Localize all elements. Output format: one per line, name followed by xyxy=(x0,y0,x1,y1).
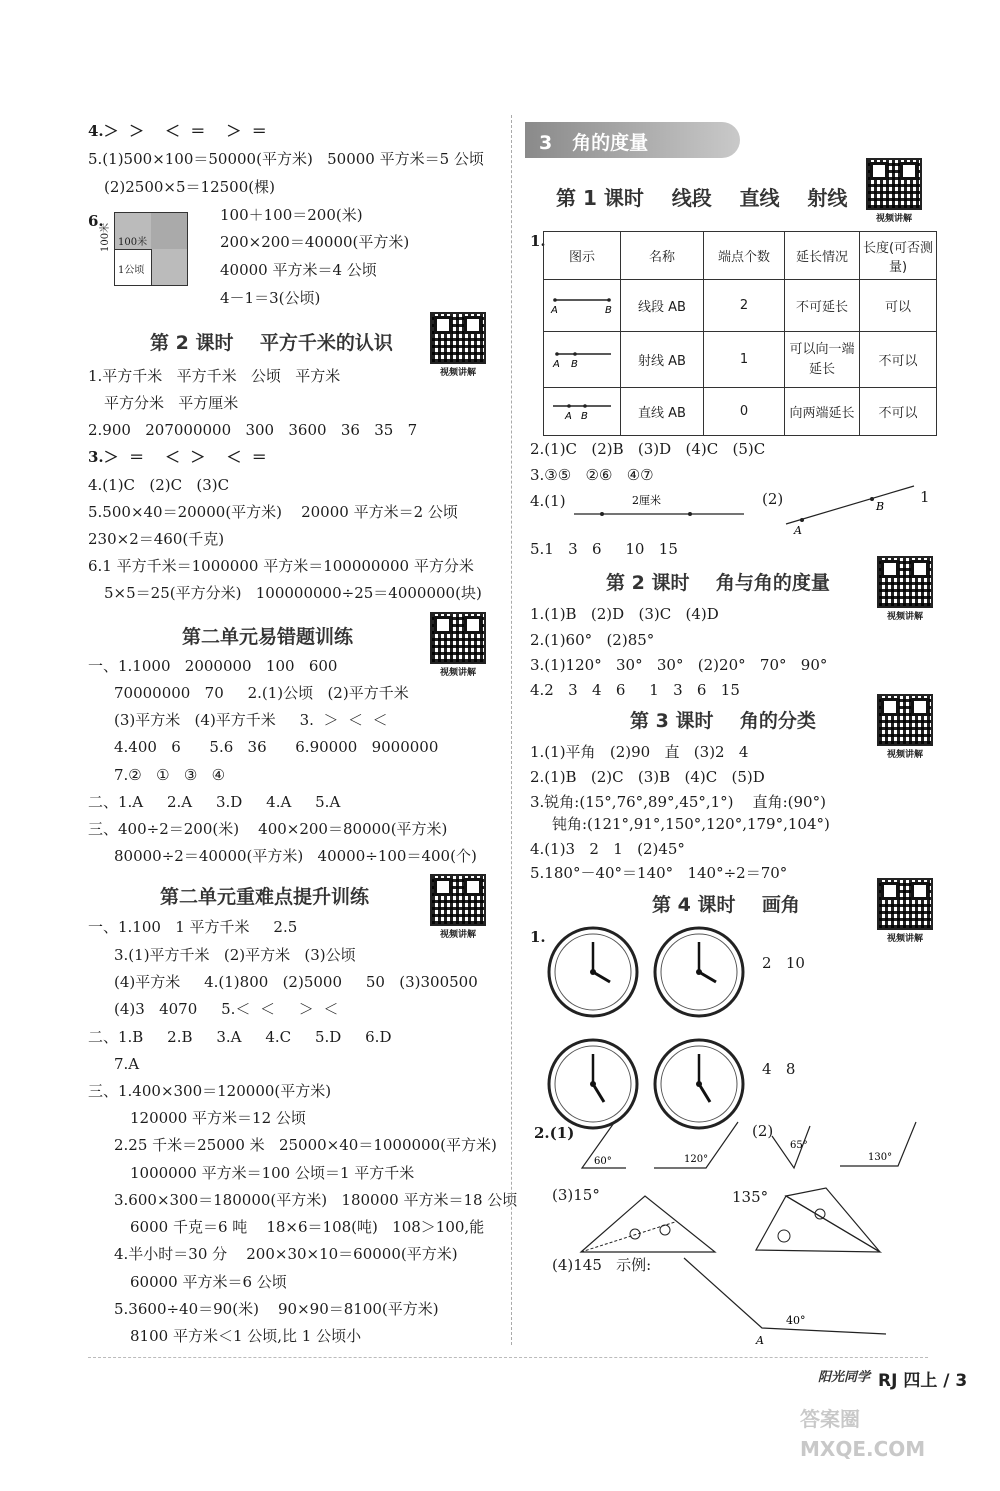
r-c1: 1.(1)平角 (2)90 直 (3)2 4 xyxy=(530,743,749,761)
qr-caption: 视频讲解 xyxy=(875,214,912,224)
th-diagram: 图示 xyxy=(544,232,621,280)
r-c3b: 钝角:(121°,91°,150°,120°,179°,104°) xyxy=(552,815,830,833)
angle-label: 120° xyxy=(684,1154,709,1165)
cell-extension: 不可延长 xyxy=(785,280,860,332)
qr-code-icon xyxy=(430,874,486,926)
heading-lesson1-lines: 第 1 课时 线段 直线 射线 xyxy=(556,186,848,210)
chapter-banner xyxy=(525,122,740,158)
r-b1: 1.(1)B (2)D (3)C (4)D xyxy=(530,605,719,623)
qr-code-video[interactable] xyxy=(877,694,933,760)
r-d2-4: 135° xyxy=(732,1188,769,1206)
cell-length: 不可以 xyxy=(860,388,937,436)
cell-endpoints: 0 xyxy=(704,388,785,436)
cell-name: 线段 AB xyxy=(621,280,704,332)
r-b3: 3.(1)120° 30° 30° (2)20° 70° 90° xyxy=(530,656,828,674)
clock-icon xyxy=(549,1040,637,1128)
angle-label: 65° xyxy=(790,1140,808,1151)
r-q4-1: 4.(1) xyxy=(530,492,566,510)
diagram-segment xyxy=(544,280,621,332)
l-f3b: 120000 平方米＝12 公顷 xyxy=(130,1109,306,1127)
heading-lesson2-angles: 第 2 课时 角与角的度量 xyxy=(606,572,830,594)
th-extension: 延长情况 xyxy=(785,232,860,280)
l-f1c: (4)平方米 4.(1)800 (2)5000 50 (3)300500 xyxy=(114,973,478,991)
l-q4: 4.＞ ＞ ＜ ＝ ＞ ＝ xyxy=(88,122,267,140)
line-types-table xyxy=(543,231,937,436)
pt-b: B xyxy=(876,500,885,513)
l-q6-4: 4－1＝3(公顷) xyxy=(220,289,321,307)
r-c2: 2.(1)B (2)C (3)B (4)C (5)D xyxy=(530,768,765,786)
angle-diagrams xyxy=(570,1118,930,1178)
r-q4-3: 1 xyxy=(920,488,930,506)
qr-code-video[interactable] xyxy=(877,556,933,622)
qr-code-icon xyxy=(430,612,486,664)
l-f2b: 7.A xyxy=(114,1055,140,1073)
qr-caption: 视频讲解 xyxy=(886,612,923,622)
r-q3: 3.③⑤ ②⑥ ④⑦ xyxy=(530,466,654,484)
cell-name: 射线 AB xyxy=(621,332,704,388)
l-a1b: 平方分米 平方厘米 xyxy=(104,394,239,412)
l-a6: 6.1 平方千米＝1000000 平方米＝100000000 平方分米 xyxy=(88,557,474,575)
diagram-ray xyxy=(544,332,621,388)
l-f3: 三、1.400×300＝120000(平方米) xyxy=(88,1082,332,1100)
qr-code-video[interactable] xyxy=(866,158,922,224)
qr-code-video[interactable] xyxy=(430,874,486,940)
r-d1: 1. xyxy=(530,928,546,946)
l-f3h: 60000 平方米＝6 公顷 xyxy=(130,1273,287,1291)
l-a5: 5.500×40＝20000(平方米) 20000 平方米＝2 公顷 xyxy=(88,503,458,521)
r-q5: 5.1 3 6 10 15 xyxy=(530,540,678,558)
angle-label: 40° xyxy=(786,1314,806,1327)
r-q2: 2.(1)C (2)B (3)D (4)C (5)C xyxy=(530,440,766,458)
r-d1-b: 4 8 xyxy=(762,1060,796,1078)
cell-length: 不可以 xyxy=(860,332,937,388)
cell-length: 可以 xyxy=(860,280,937,332)
r-d2-2: (2) xyxy=(752,1122,774,1140)
r-b4: 4.2 3 4 6 1 3 6 15 xyxy=(530,681,740,699)
cell-extension: 可以向一端延长 xyxy=(785,332,860,388)
triangle-ruler-15 xyxy=(575,1192,725,1258)
pt-a: A xyxy=(553,358,560,370)
l-f3j: 8100 平方米＜1 公顷,比 1 公顷小 xyxy=(130,1327,362,1345)
footer-rule xyxy=(88,1357,928,1358)
l-e3b: 80000÷2＝40000(平方米) 40000÷100＝400(个) xyxy=(114,847,477,865)
l-a3: 3.＞ ＝ ＜ ＞ ＜ ＝ xyxy=(88,448,267,466)
pt-a: A xyxy=(551,304,558,316)
l-q5-2: (2)2500×5＝12500(棵) xyxy=(104,178,275,196)
l-a5b: 230×2＝460(千克) xyxy=(88,530,225,548)
l-f1b: 3.(1)平方千米 (2)平方米 (3)公顷 xyxy=(114,946,356,964)
field-top-label: 100米 xyxy=(118,237,148,248)
clock-icon xyxy=(655,1040,743,1128)
l-f3c: 2.25 千米＝25000 米 25000×40＝1000000(平方米) xyxy=(114,1136,497,1154)
clock-icon xyxy=(549,928,637,1016)
l-f3d: 1000000 平方米＝100 公顷＝1 平方千米 xyxy=(130,1164,415,1182)
r-c4: 4.(1)3 2 1 (2)45° xyxy=(530,840,685,858)
l-a6b: 5×5＝25(平方分米) 100000000÷25＝4000000(块) xyxy=(104,584,482,602)
qr-code-icon xyxy=(877,694,933,746)
watermark: 答案圈 MXQE.COM xyxy=(800,1407,926,1461)
seg-label: 2厘米 xyxy=(632,494,661,507)
angle-label: 60° xyxy=(594,1156,612,1167)
qr-caption: 视频讲解 xyxy=(439,930,476,940)
cell-extension: 向两端延长 xyxy=(785,388,860,436)
field-side-label: 100米 xyxy=(100,222,111,252)
r-d2-3: (3)15° xyxy=(552,1186,600,1204)
angle-label: 130° xyxy=(868,1152,893,1163)
heading-lesson4-draw: 第 4 课时 画角 xyxy=(652,894,800,916)
qr-caption: 视频讲解 xyxy=(439,368,476,378)
r-table-num: 1. xyxy=(530,232,546,250)
l-e1d: 4.400 6 5.6 36 6.90000 9000000 xyxy=(114,738,439,756)
l-e1c: (3)平方米 (4)平方千米 3. ＞ ＜ ＜ xyxy=(114,711,388,729)
qr-code-video[interactable] xyxy=(430,312,486,378)
ray-diagram xyxy=(780,480,920,534)
qr-code-video[interactable] xyxy=(877,878,933,944)
l-a2: 2.900 207000000 300 3600 36 35 7 xyxy=(88,421,418,439)
qr-caption: 视频讲解 xyxy=(886,750,923,760)
l-q6-num: 6. xyxy=(88,212,104,230)
heading-lesson2-sqkm: 第 2 课时 平方千米的认识 xyxy=(150,332,393,354)
pt-a: A xyxy=(756,1334,764,1347)
r-d2-1: 2.(1) xyxy=(534,1124,575,1142)
diagram-line xyxy=(544,388,621,436)
l-e3: 三、400÷2＝200(米) 400×200＝80000(平方米) xyxy=(88,820,448,838)
r-d1-a: 2 10 xyxy=(762,954,805,972)
pt-a: A xyxy=(565,410,572,422)
chapter-banner-title: 3 角的度量 xyxy=(539,132,649,154)
pt-b: B xyxy=(605,304,612,316)
pt-a: A xyxy=(794,524,802,534)
l-f1d: (4)3 4070 5.＜ ＜ ＞ ＜ xyxy=(114,1000,339,1018)
column-divider xyxy=(511,115,512,1345)
pt-b: B xyxy=(581,410,588,422)
r-d2-5: (4)145 示例: xyxy=(552,1256,652,1274)
th-length: 长度(可否测量) xyxy=(860,232,937,280)
page-number: RJ 四上 / 3 xyxy=(878,1371,968,1391)
angle-145-example xyxy=(680,1256,892,1348)
heading-unit2-errors: 第二单元易错题训练 xyxy=(182,626,354,648)
l-q6-1: 100＋100＝200(米) xyxy=(220,206,363,224)
th-name: 名称 xyxy=(621,232,704,280)
l-q6-2: 200×200＝40000(平方米) xyxy=(220,233,410,251)
l-a1: 1.平方千米 平方千米 公顷 平方米 xyxy=(88,367,341,385)
l-f1: 一、1.100 1 平方千米 2.5 xyxy=(88,918,298,936)
r-c5: 5.180°－40°＝140° 140°÷2＝70° xyxy=(530,864,788,882)
brand-logo: 阳光同学 xyxy=(818,1370,871,1385)
l-e2: 二、1.A 2.A 3.D 4.A 5.A xyxy=(88,793,341,811)
l-e1b: 70000000 70 2.(1)公顷 (2)平方千米 xyxy=(114,684,409,702)
clocks xyxy=(545,924,755,1134)
qr-code-icon xyxy=(430,312,486,364)
heading-lesson3-classify: 第 3 课时 角的分类 xyxy=(630,710,816,732)
r-c3: 3.锐角:(15°,76°,89°,45°,1°) 直角:(90°) xyxy=(530,793,826,811)
cell-name: 直线 AB xyxy=(621,388,704,436)
cell-endpoints: 1 xyxy=(704,332,785,388)
l-q5-1: 5.(1)500×100＝50000(平方米) 50000 平方米＝5 公顷 xyxy=(88,150,484,168)
l-f3e: 3.600×300＝180000(平方米) 180000 平方米＝18 公顷 xyxy=(114,1191,518,1209)
th-endpoints: 端点个数 xyxy=(704,232,785,280)
pt-b: B xyxy=(571,358,578,370)
l-f3f: 6000 千克＝6 吨 18×6＝108(吨) 108＞100,能 xyxy=(130,1218,485,1236)
qr-caption: 视频讲解 xyxy=(439,668,476,678)
l-f2: 二、1.B 2.B 3.A 4.C 5.D 6.D xyxy=(88,1028,392,1046)
clock-icon xyxy=(655,928,743,1016)
qr-code-video[interactable] xyxy=(430,612,486,678)
l-a4: 4.(1)C (2)C (3)C xyxy=(88,476,230,494)
qr-code-icon xyxy=(866,158,922,210)
segment-2cm-diagram xyxy=(572,490,748,520)
field-diagram xyxy=(114,212,188,286)
l-f3g: 4.半小时＝30 分 200×30×10＝60000(平方米) xyxy=(114,1245,458,1263)
l-e1e: 7.② ① ③ ④ xyxy=(114,766,226,784)
heading-unit2-advanced: 第二单元重难点提升训练 xyxy=(160,886,370,908)
field-cell-label: 1公顷 xyxy=(118,265,145,276)
qr-code-icon xyxy=(877,556,933,608)
triangle-ruler-135 xyxy=(752,1184,882,1256)
l-f3i: 5.3600÷40＝90(米) 90×90＝8100(平方米) xyxy=(114,1300,439,1318)
l-q6-3: 40000 平方米＝4 公顷 xyxy=(220,261,377,279)
cell-endpoints: 2 xyxy=(704,280,785,332)
r-b2: 2.(1)60° (2)85° xyxy=(530,631,655,649)
r-q4-2: (2) xyxy=(762,490,784,508)
l-e1: 一、1.1000 2000000 100 600 xyxy=(88,657,338,675)
qr-caption: 视频讲解 xyxy=(886,934,923,944)
qr-code-icon xyxy=(877,878,933,930)
